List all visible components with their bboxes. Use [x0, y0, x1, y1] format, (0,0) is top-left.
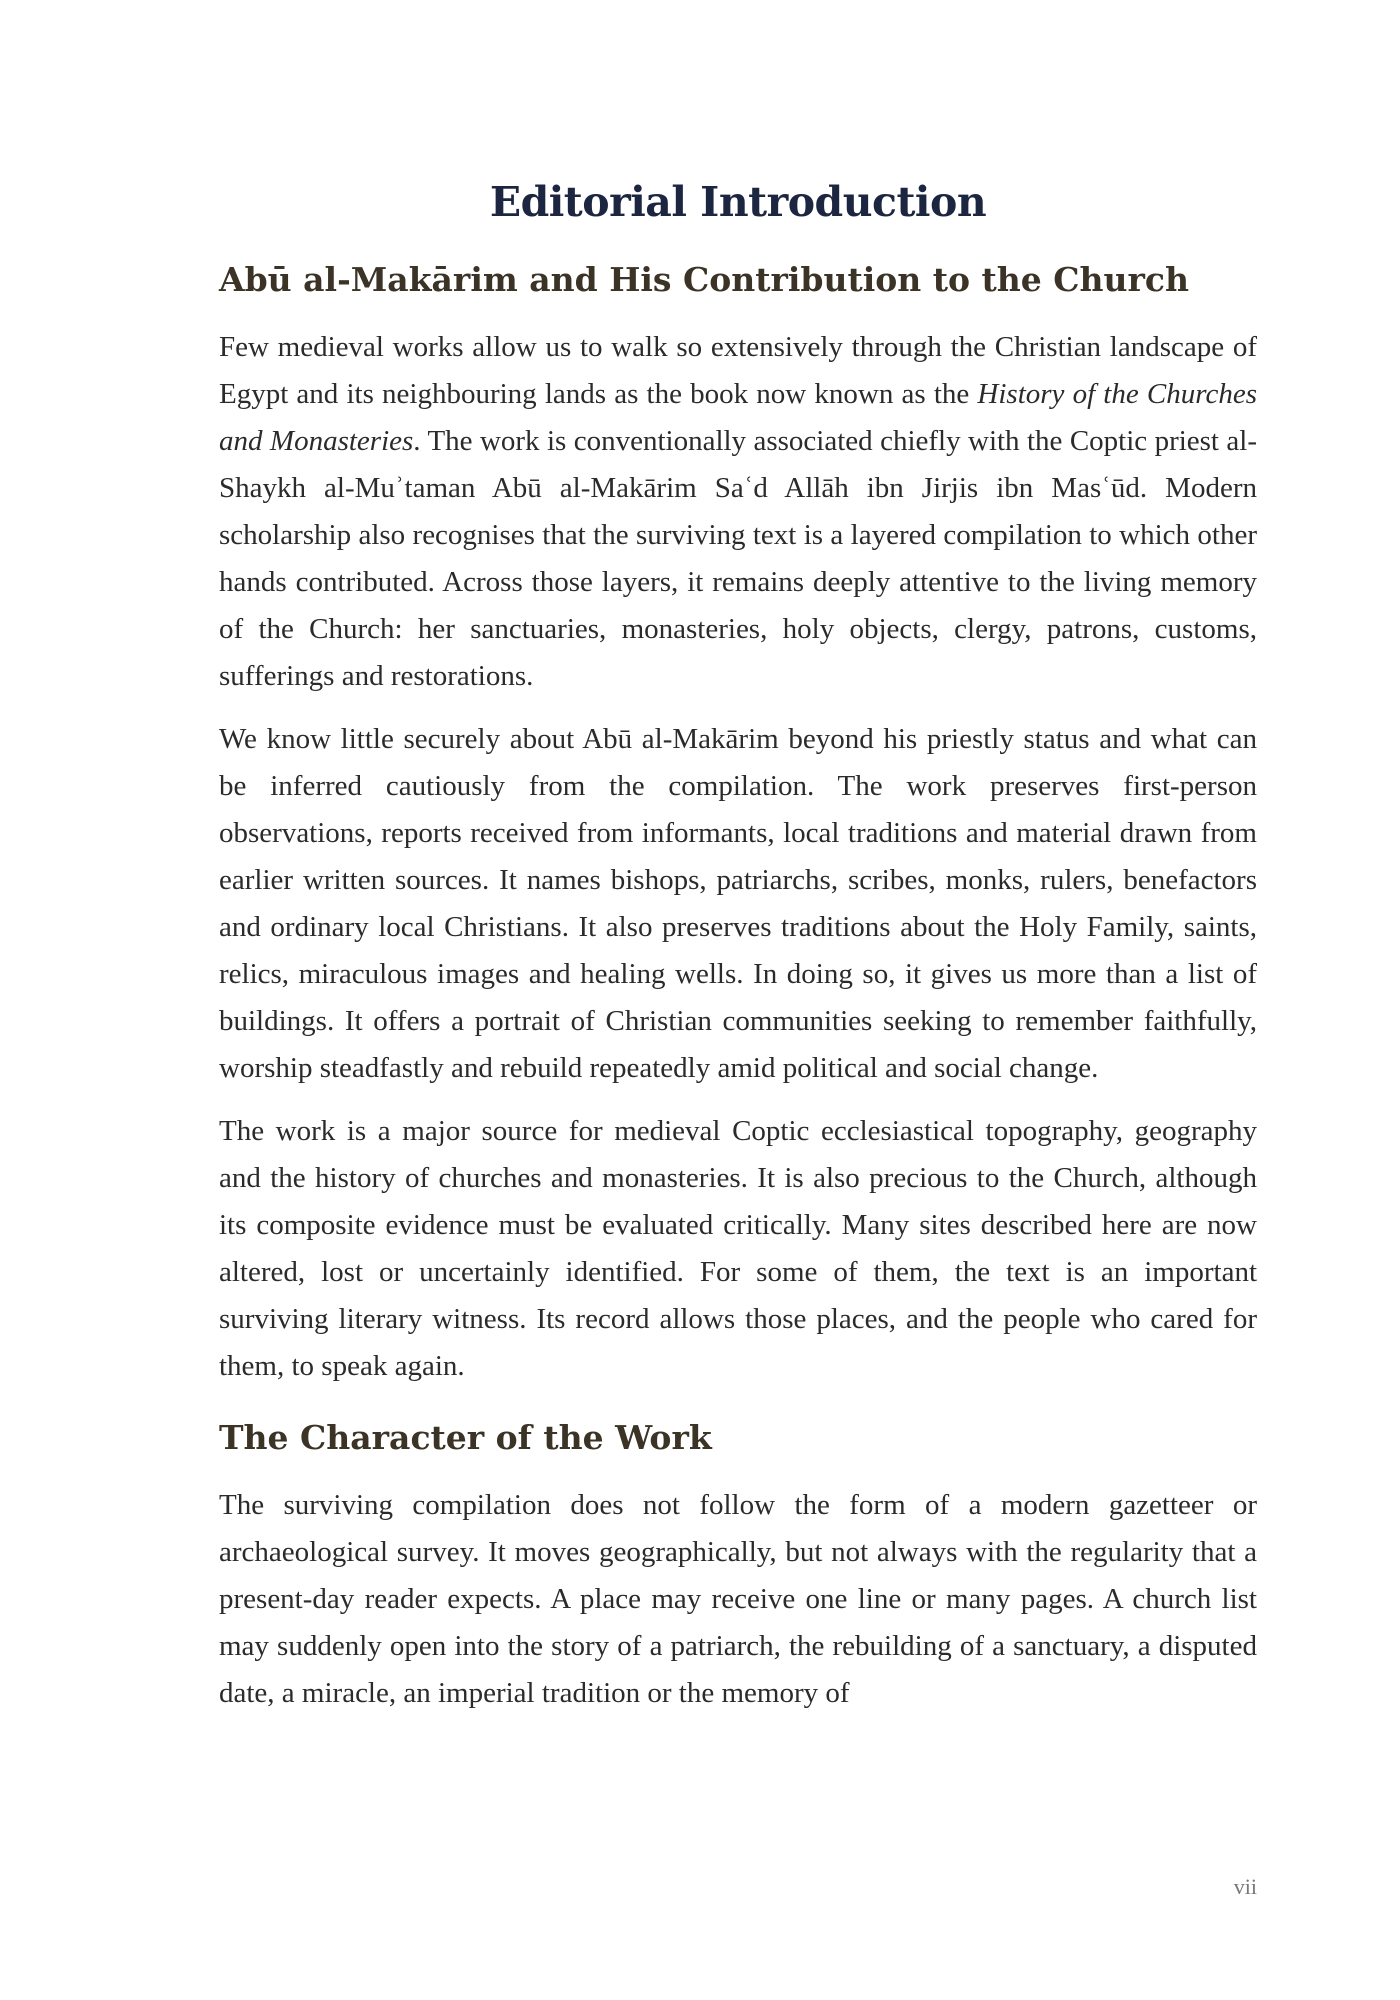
paragraph [219, 324, 1257, 700]
page-content [219, 170, 1257, 1717]
paragraph: The surviving compilation does not follow the form of a modern gazetteer or archaeological survey. It moves geographically, but not always with the regularity that a present-day reader expects. A place may receive one line or many pages. A church list may suddenly open into the story of a patriarch, the rebuilding of a sanctuary, a disputed date, a miracle, an imperial tradition or the memory of [219, 1489, 1257, 1709]
work-title-italic: History of the Churches and Monasteries [219, 378, 1257, 457]
paragraph-text: Few medieval works allow us to walk so extensively through the Christian landscape of Egypt and its neighbouring lands as the book now known as the [219, 331, 1257, 410]
section-heading-character-of-work: The Character of the Work [219, 1418, 712, 1457]
page-title: Editorial Introduction [489, 178, 987, 226]
page-number: vii [1233, 1874, 1257, 1899]
paragraph-text: . The work is conventionally associated chiefly with the Coptic priest al-Shaykh al-Muʾtaman Abū al-Makārim Saʿd Allāh ibn Jirjis ibn Masʿūd. Modern scholarship also recognises that the surviving text is a layered compilation to which other hands contributed. Across those layers, it remains deeply attentive to the living memory of the Church: her sanctuaries, monasteries, holy objects, clergy, patrons, customs, sufferings and restorations. [219, 425, 1257, 692]
section-heading-abu-al-makarim: Abū al-Makārim and His Contribution to the Church [219, 260, 1189, 299]
paragraph: We know little securely about Abū al-Makārim beyond his priestly status and what can be inferred cautiously from the compilation. The work preserves first-person observations, reports received from informants, local traditions and material drawn from earlier written sources. It names bishops, patriarchs, scribes, monks, rulers, benefactors and ordinary local Christians. It also preserves traditions about the Holy Family, saints, relics, miraculous images and healing wells. In doing so, it gives us more than a list of buildings. It offers a portrait of Christian communities seeking to remember faithfully, worship steadfastly and rebuild repeatedly amid political and social change. [219, 723, 1257, 1084]
paragraph: The work is a major source for medieval Coptic ecclesiastical topography, geography and the history of churches and monasteries. It is also precious to the Church, although its composite evidence must be evaluated critically. Many sites described here are now altered, lost or uncertainly identified. For some of them, the text is an important surviving literary witness. Its record allows those places, and the people who cared for them, to speak again. [219, 1115, 1257, 1382]
